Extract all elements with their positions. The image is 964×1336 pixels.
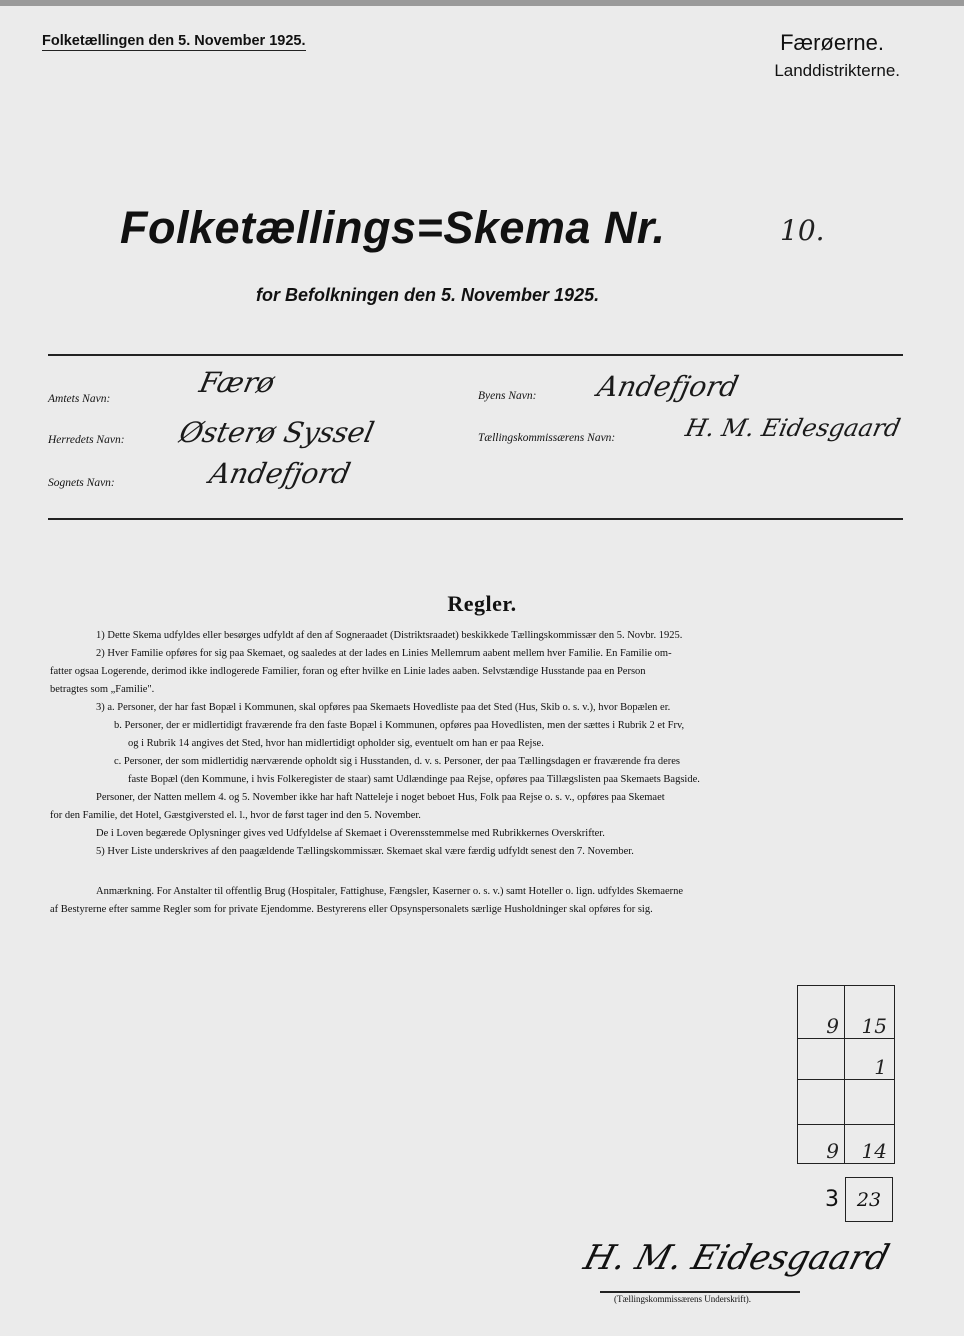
region-header: Færøerne. (780, 30, 884, 55)
tally-cell: 9 (798, 1125, 845, 1163)
by-value: Andefjord (594, 370, 742, 403)
rule-line: 5) Hver Liste underskrives af den paagældende Tællingskommissær. Skemaet skal være færdig udfyldt senest den 7. November. (96, 846, 634, 857)
district-type-header: Landdistrikterne. (774, 61, 900, 80)
tally-cell (798, 1080, 845, 1124)
kommissaer-label: Tællingskommissærens Navn: (478, 432, 616, 444)
note-line: Anmærkning. For Anstalter til offentlig Brug (Hospitaler, Fattighuse, Fængsler, Kaserner o. s. v.) samt Hoteller o. lign. udfyldes Skemaerne (96, 886, 684, 897)
signature-line (600, 1291, 800, 1293)
form-title: Folketællings=Skema Nr. (120, 202, 666, 253)
total-left: 3 (825, 1187, 839, 1212)
rule-line: for den Familie, det Hotel, Gæstgiversted el. l., hvor de først tager ind den 5. November. (50, 810, 421, 821)
tally-row (798, 1125, 894, 1163)
herred-label: Herredets Navn: (48, 434, 125, 446)
tally-cell: 15 (861, 1014, 887, 1038)
form-number: 10. (780, 214, 825, 247)
note-line: af Bestyrerne efter samme Regler som for private Ejendomme. Bestyrerens eller Opsynspersonalets særlige Husholdninger skal opføres for sig. (50, 904, 653, 915)
tally-cell: 14 (861, 1139, 887, 1163)
amt-value: Færø (196, 366, 278, 399)
rule-line: 1) Dette Skema udfyldes eller besørges udfyldt af den af Sogneraadet (Distriktsraadet) beskikkede Tællingskommissær den 5. Novbr. 1925. (96, 630, 683, 641)
rule-line: c. Personer, der som midlertidig nærværende opholdt sig i Husstanden, d. v. s. Personer, der paa Tællingsdagen er fraværende fra deres (114, 756, 681, 767)
by-label: Byens Navn: (478, 390, 537, 402)
sogn-value: Andefjord (206, 457, 354, 490)
tally-cell: 9 (798, 986, 845, 1038)
rule-line: b. Personer, der er midlertidigt fraværende fra den faste Bopæl i Kommunen, opføres paa Hovedlisten, men der sættes i Rubrik 2 et Frv, (114, 720, 685, 731)
sogn-label: Sognets Navn: (48, 477, 115, 489)
tally-row (798, 1080, 894, 1125)
kommissaer-value: H. M. Eidesgaard (683, 414, 903, 442)
rule-line: 2) Hver Familie opføres for sig paa Skemaet, og saaledes at der lades en Linies Mellemrum aabent mellem hver Familie. En Familie om- (96, 648, 672, 659)
tally-cell: 1 (874, 1055, 887, 1079)
rule-line: og i Rubrik 14 angives det Sted, hvor han midlertidigt opholder sig, eventuelt om han er paa Rejse. (128, 738, 544, 749)
signature: H. M. Eidesgaard (579, 1238, 894, 1278)
amt-label: Amtets Navn: (48, 393, 111, 405)
herred-value: Østerø Syssel (176, 416, 378, 449)
tally-box (797, 985, 895, 1164)
total-right: 23 (845, 1177, 893, 1222)
census-date-header: Folketællingen den 5. November 1925. (42, 33, 306, 49)
divider-bottom (48, 518, 903, 520)
form-subtitle: for Befolkningen den 5. November 1925. (256, 285, 600, 305)
divider-top (48, 354, 903, 356)
rule-line: Personer, der Natten mellem 4. og 5. November ikke har haft Natteleje i noget beboet Hus, Folk paa Rejse o. s. v., opføres paa Skemaet (96, 792, 665, 803)
tally-cell (798, 1039, 845, 1079)
tally-cell (845, 1080, 892, 1124)
signature-caption: (Tællingskommissærens Underskrift). (614, 1294, 751, 1304)
tally-totals (797, 1177, 893, 1222)
rules-heading: Regler. (447, 591, 517, 616)
rule-line: betragtes som „Familie". (50, 684, 155, 695)
scan-top-edge (0, 0, 964, 6)
rule-line: faste Bopæl (den Kommune, i hvis Folkeregister de staar) samt Udlændinge paa Rejse, opføres paa Tillægslisten paa Skemaets Bagside. (128, 774, 700, 785)
rule-line: fatter ogsaa Logerende, derimod ikke indlogerede Familier, foran og efter hvilke en Linie lades aaben. Selvstændige Husstande paa en Person (50, 666, 646, 677)
rule-line: 3) a. Personer, der har fast Bopæl i Kommunen, skal opføres paa Skemaets Hovedliste paa det Sted (Hus, Skib o. s. v.), hvor Bopælen er. (96, 702, 671, 713)
rule-line: De i Loven begærede Oplysninger gives ved Udfyldelse af Skemaet i Overensstemmelse med Rubrikkernes Overskrifter. (96, 828, 605, 839)
tally-row (798, 1039, 894, 1080)
tally-row (798, 986, 894, 1039)
